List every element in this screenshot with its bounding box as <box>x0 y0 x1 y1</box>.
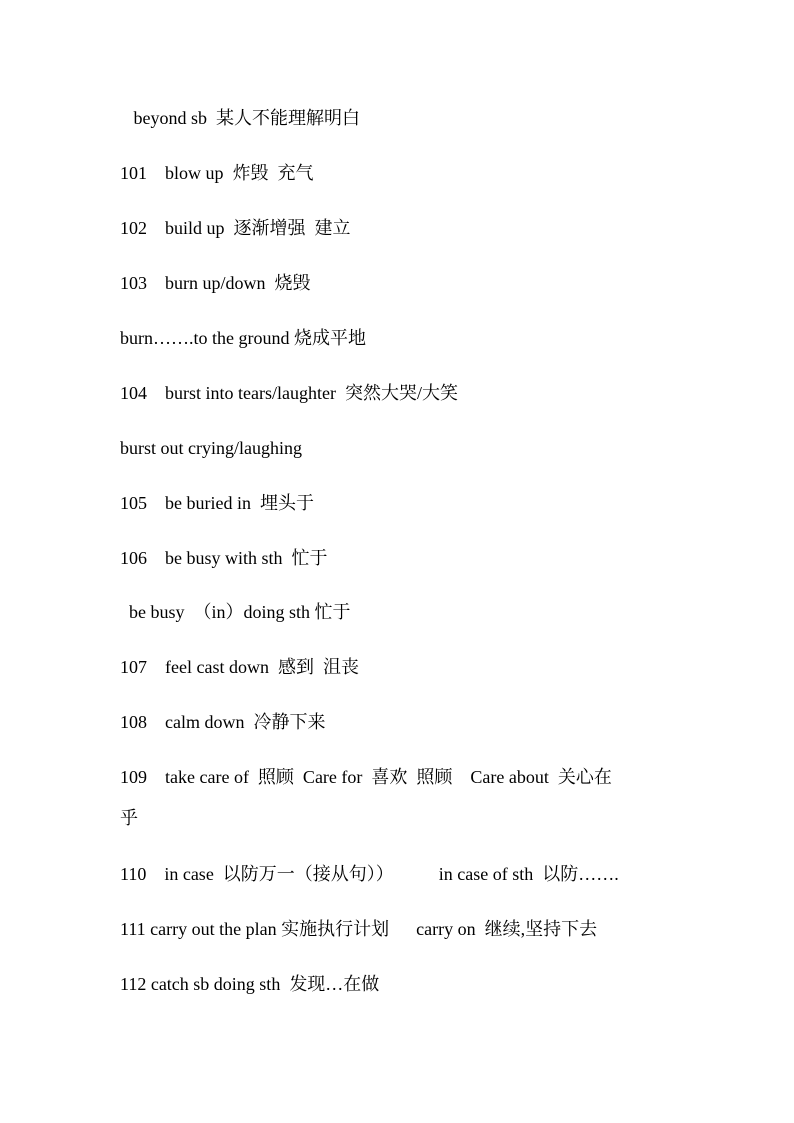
entry-109-wrap: 乎 <box>120 808 138 828</box>
entry-103: 103 burn up/down 烧毁 <box>120 273 311 293</box>
entry-110: 110 in case 以防万一（接从句）） in case of sth 以防……. <box>120 864 619 884</box>
entry-103-sub: burn…….to the ground 烧成平地 <box>120 328 366 348</box>
entry-102: 102 build up 逐渐增强 建立 <box>120 218 351 238</box>
entry-104-sub: burst out crying/laughing <box>120 438 302 458</box>
entry-109: 109 take care of 照顾 Care for 喜欢 照顾 Care about 关心在 <box>120 767 612 787</box>
entry-111: 111 carry out the plan 实施执行计划 carry on 继续,坚持下去 <box>120 919 598 939</box>
entry-105: 105 be buried in 埋头于 <box>120 493 314 513</box>
entry-106-sub: be busy （in）doing sth 忙于 <box>120 602 351 622</box>
entry-107: 107 feel cast down 感到 沮丧 <box>120 657 359 677</box>
entry-101: 101 blow up 炸毁 充气 <box>120 163 314 183</box>
entry-108: 108 calm down 冷静下来 <box>120 712 326 732</box>
entry-beyond-sb: beyond sb 某人不能理解明白 <box>120 108 360 128</box>
entry-112: 112 catch sb doing sth 发现…在做 <box>120 974 380 994</box>
entry-106: 106 be busy with sth 忙于 <box>120 548 328 568</box>
entry-104: 104 burst into tears/laughter 突然大哭/大笑 <box>120 383 458 403</box>
